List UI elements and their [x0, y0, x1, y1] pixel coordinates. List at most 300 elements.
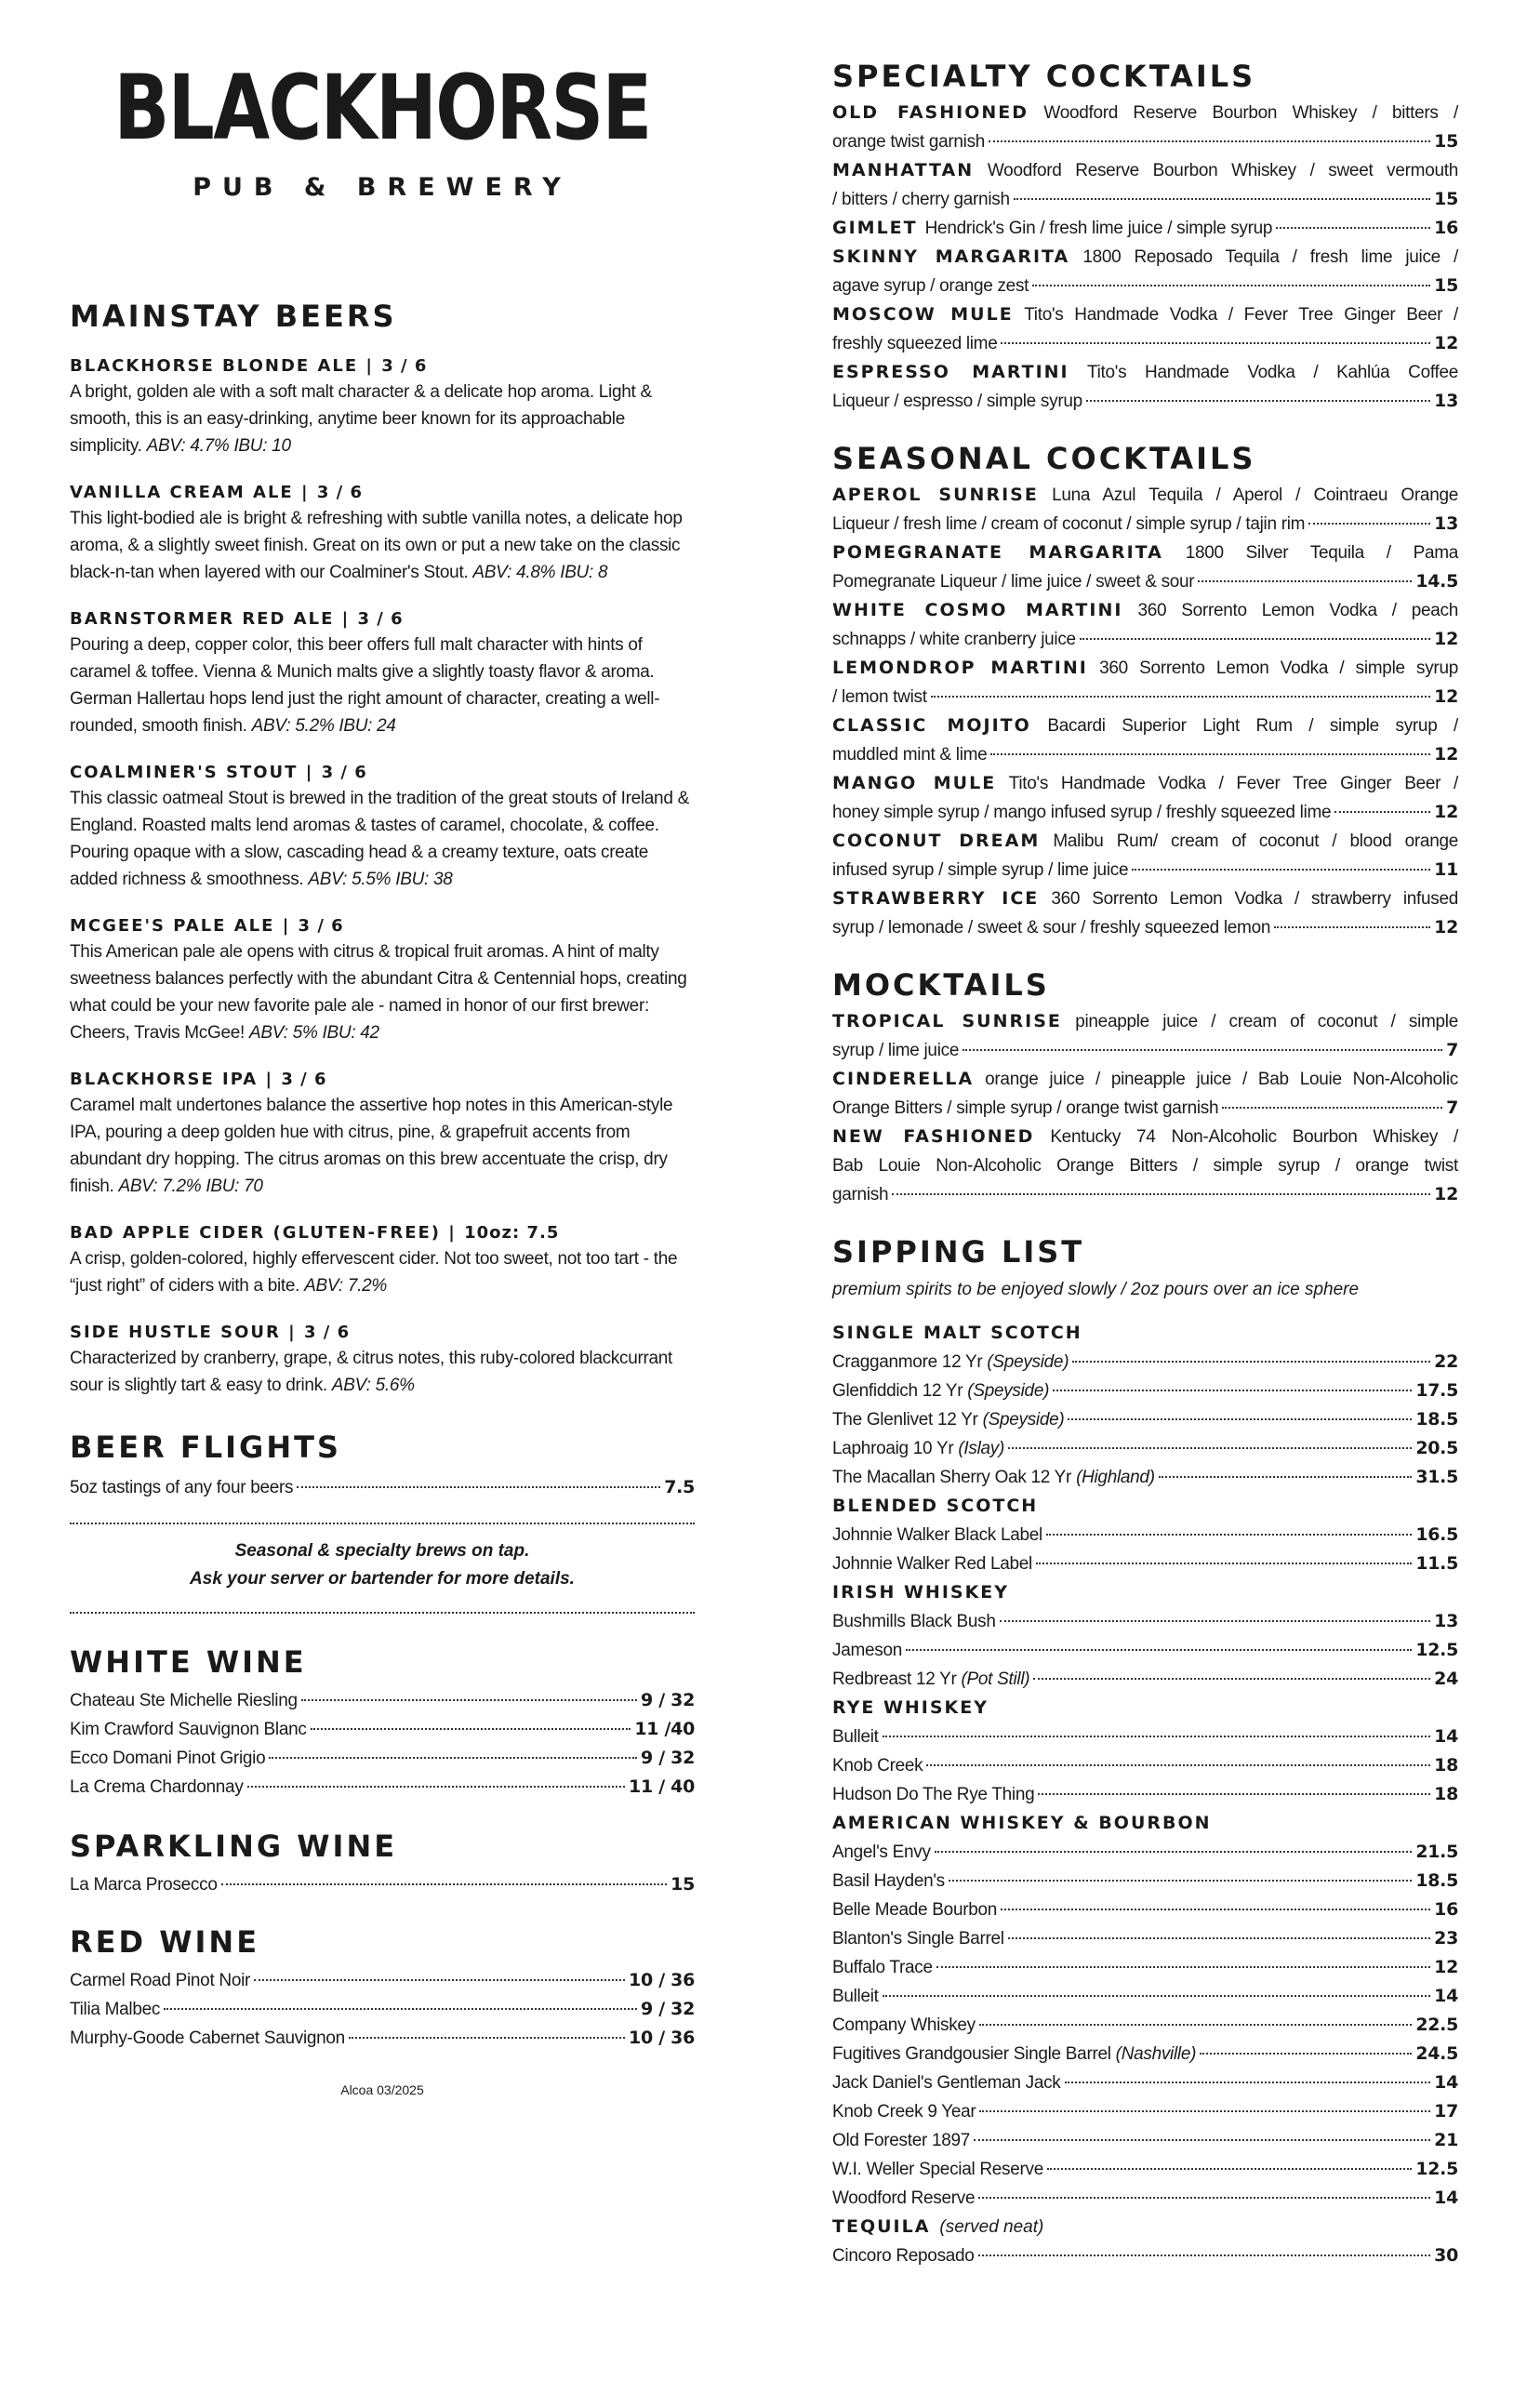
item-price: 18.5: [1415, 1870, 1458, 1891]
beer-item: [70, 760, 695, 893]
beer-desc-text: A bright, golden ale with a soft malt character & a delicate hop aroma. Light & smooth, this is an easy-drinking, anytime beer known for its approachable simplicity.: [70, 382, 652, 456]
item-name: Knob Creek: [832, 1756, 923, 1776]
cocktail-ingredients: Malibu Rum/ cream of coconut / blood orange: [1053, 831, 1458, 851]
cocktail-name: COCONUT DREAM: [832, 831, 1041, 851]
spirit-row: [832, 1780, 1458, 1809]
item-price: 14: [1434, 1726, 1458, 1747]
cocktail-price-line: [832, 798, 1458, 827]
brand-subtitle: PUB & BREWERY: [192, 173, 572, 202]
spirit-category: [832, 1694, 1458, 1723]
cocktail-item: [832, 358, 1458, 416]
spirit-category: [832, 1809, 1458, 1838]
cocktail-price-line: [832, 1036, 1458, 1065]
cocktail-ingredients: 1800 Reposado Tequila / fresh lime juice /: [1082, 247, 1458, 267]
cocktail-line: [832, 885, 1458, 913]
beer-list: [70, 353, 695, 1399]
category-name: IRISH WHISKEY: [832, 1582, 1010, 1603]
beer-desc-text: Characterized by cranberry, grape, & citrus notes, this ruby-colored blackcurrant sour is slightly tart & easy to drink.: [70, 1349, 673, 1395]
item-name: Knob Creek 9 Year: [832, 2102, 976, 2122]
cocktail-price-line: [832, 1094, 1458, 1123]
cocktail-item: [832, 827, 1458, 885]
item-price: 12: [1434, 1957, 1458, 1977]
cocktail-item: [832, 539, 1458, 596]
item-label: [70, 1870, 218, 1899]
item-name: Laphroaig 10 Yr: [832, 1439, 954, 1458]
leader-dots: [979, 2024, 1412, 2026]
cocktail-name: LEMONDROP MARTINI: [832, 658, 1088, 678]
spirit-row: [832, 1924, 1458, 1953]
seasonal-list: [832, 481, 1458, 942]
leader-dots: [883, 1736, 1431, 1737]
leader-dots: [221, 1883, 668, 1885]
beer-name: MCGEE'S PALE ALE | 3 / 6: [70, 916, 344, 936]
item-label: [70, 1773, 244, 1802]
item-label: [70, 1744, 265, 1773]
spirit-row: [832, 1607, 1458, 1636]
beer-name: BAD APPLE CIDER (GLUTEN-FREE) | 10oz: 7.5: [70, 1223, 560, 1243]
beer-stats: ABV: 7.2% IBU: 70: [118, 1177, 263, 1196]
cocktail-item: [832, 214, 1458, 243]
spirit-category: [832, 1492, 1458, 1521]
spirit-row: [832, 2040, 1458, 2068]
sipping-list: [832, 1319, 1458, 2270]
cocktail-price: 15: [1434, 275, 1458, 296]
cocktail-name: MANGO MULE: [832, 773, 997, 793]
item-name: Bushmills Black Bush: [832, 1612, 996, 1631]
cocktail-ingredients: orange juice / pineapple juice / Bab Louie Non-Alcoholic: [985, 1070, 1458, 1089]
cocktail-price: 14.5: [1415, 571, 1458, 592]
beer-title: SIDE HUSTLE SOUR: [70, 1323, 281, 1342]
item-price: 9 / 32: [640, 1690, 695, 1710]
beer-price: 3 / 6: [316, 483, 363, 502]
cocktail-line: [832, 300, 1458, 329]
item-price: 16: [1434, 1899, 1458, 1920]
item-label: [832, 2040, 1196, 2068]
item-price: 30: [1434, 2245, 1458, 2266]
item-name: Jack Daniel's Gentleman Jack: [832, 2073, 1061, 2093]
cocktail-price: 7: [1446, 1040, 1458, 1060]
cocktail-ingredients: Orange Bitters / simple syrup / orange twist garnish: [832, 1098, 1219, 1118]
wine-row: [70, 1995, 695, 2024]
spirit-row: [832, 2011, 1458, 2040]
footer-location-date: Alcoa 03/2025: [340, 2082, 424, 2097]
item-price: 13: [1434, 1611, 1458, 1631]
leader-dots: [247, 1786, 626, 1788]
red-wine-list: [70, 1966, 695, 2053]
cocktail-line: [832, 827, 1458, 856]
beer-item: [70, 353, 695, 459]
beer-price: 3 / 6: [357, 609, 404, 629]
cocktail-line: [832, 243, 1458, 272]
leader-dots: [1080, 638, 1430, 640]
beer-item: [70, 606, 695, 739]
leader-dots: [1065, 2082, 1431, 2083]
flights-label: 5oz tastings of any four beers: [70, 1478, 294, 1497]
cocktail-ingredients: Bab Louie Non-Alcoholic Orange Bitters / simple syrup / orange twist: [832, 1156, 1458, 1176]
cocktail-ingredients: / bitters / cherry garnish: [832, 190, 1010, 209]
item-name: Jameson: [832, 1641, 902, 1660]
item-label: [832, 1924, 1004, 1953]
flights-price: 7.5: [664, 1477, 695, 1497]
cocktail-line: [832, 1151, 1458, 1180]
leader-dots: [1276, 227, 1430, 229]
spirit-row: [832, 2097, 1458, 2126]
leader-dots: [931, 696, 1430, 698]
category-name: RYE WHISKEY: [832, 1697, 989, 1718]
item-name: Company Whiskey: [832, 2015, 976, 2035]
cocktail-name: ESPRESSO MARTINI: [832, 362, 1069, 382]
cocktail-line: [832, 769, 1458, 798]
leader-dots: [1068, 1418, 1412, 1420]
item-label: [832, 2184, 975, 2213]
item-price: 14: [1434, 2188, 1458, 2208]
item-name: Johnnie Walker Black Label: [832, 1525, 1042, 1545]
cocktail-name: TROPICAL SUNRISE: [832, 1011, 1062, 1031]
cocktail-name: APEROL SUNRISE: [832, 485, 1039, 505]
item-price: 23: [1434, 1928, 1458, 1949]
beer-description: [70, 785, 695, 893]
item-label: [832, 1434, 1004, 1463]
beer-title: MCGEE'S PALE ALE: [70, 916, 275, 936]
cocktail-ingredients: freshly squeezed lime: [832, 334, 998, 353]
cocktail-item: [832, 1007, 1458, 1065]
item-label: [70, 1715, 307, 1744]
cocktail-item: [832, 654, 1458, 712]
cocktail-item: [832, 243, 1458, 300]
leader-dots: [892, 1193, 1430, 1195]
item-label: [832, 1521, 1042, 1550]
cocktail-name: SKINNY MARGARITA: [832, 246, 1070, 267]
cocktail-name: GIMLET: [832, 218, 918, 238]
cocktail-price: 15: [1434, 131, 1458, 152]
spirit-row: [832, 2155, 1458, 2184]
leader-dots: [297, 1486, 660, 1488]
cocktail-ingredients: schnapps / white cranberry juice: [832, 630, 1076, 649]
beer-description: [70, 379, 695, 459]
item-name: Johnnie Walker Red Label: [832, 1554, 1032, 1574]
spirit-row: [832, 1348, 1458, 1377]
cocktail-item: [832, 481, 1458, 539]
beer-stats: ABV: 5.2% IBU: 24: [251, 716, 396, 736]
cocktail-item: [832, 156, 1458, 214]
item-price: 31.5: [1415, 1467, 1458, 1487]
item-name: Bulleit: [832, 1727, 879, 1747]
cocktail-name: OLD FASHIONED: [832, 102, 1029, 123]
item-name: The Macallan Sherry Oak 12 Yr: [832, 1468, 1072, 1487]
category-name: SINGLE MALT SCOTCH: [832, 1323, 1082, 1343]
item-name: La Marca Prosecco: [70, 1875, 218, 1895]
item-label: [70, 2024, 345, 2053]
spirit-row: [832, 1521, 1458, 1550]
cocktail-ingredients: pineapple juice / cream of coconut / simple: [1075, 1012, 1458, 1031]
cocktail-price-line: [832, 185, 1458, 214]
sipping-title: SIPPING LIST: [832, 1234, 1085, 1270]
item-label: [832, 2068, 1061, 2097]
item-price: 17.5: [1415, 1380, 1458, 1401]
item-note: (Highland): [1076, 1468, 1155, 1487]
spirit-row: [832, 1895, 1458, 1924]
spirit-row: [832, 2241, 1458, 2270]
beer-name: BLACKHORSE IPA | 3 / 6: [70, 1070, 327, 1089]
leader-dots: [1008, 1937, 1430, 1939]
spirit-row: [832, 1982, 1458, 2011]
beer-description: [70, 1345, 695, 1399]
beer-stats: ABV: 5.6%: [331, 1376, 415, 1395]
cocktail-ingredients: Hendrick's Gin / fresh lime juice / simple syrup: [924, 219, 1273, 238]
item-price: 24: [1434, 1669, 1458, 1689]
leader-dots: [936, 1966, 1430, 1968]
spirit-row: [832, 2126, 1458, 2155]
item-price: 10 / 36: [629, 1970, 695, 1990]
beer-item: [70, 1320, 695, 1399]
leader-dots: [935, 1851, 1413, 1853]
beer-price: 10oz: 7.5: [464, 1223, 560, 1243]
seasonal-title: SEASONAL COCKTAILS: [832, 441, 1256, 476]
cocktail-line: [832, 539, 1458, 567]
wine-row: [70, 1773, 695, 1802]
item-name: Fugitives Grandgousier Single Barrel: [832, 2044, 1111, 2064]
cocktail-name: NEW FASHIONED: [832, 1126, 1035, 1147]
flights-title: BEER FLIGHTS: [70, 1430, 341, 1465]
beer-item: [70, 1220, 695, 1299]
item-price: 9 / 32: [640, 1999, 695, 2019]
beer-name: BARNSTORMER RED ALE | 3 / 6: [70, 609, 404, 629]
beer-description: [70, 938, 695, 1046]
cocktail-line: [832, 99, 1458, 127]
cocktail-name: CINDERELLA: [832, 1069, 975, 1089]
specialty-list: [832, 99, 1458, 416]
item-label: [832, 2097, 976, 2126]
item-price: 17: [1434, 2101, 1458, 2122]
item-name: Old Forester 1897: [832, 2131, 971, 2150]
cocktail-price-line: [832, 127, 1458, 156]
wine-row: [70, 1744, 695, 1773]
beer-description: [70, 1092, 695, 1200]
brand-logo: [70, 0, 695, 202]
spirit-row: [832, 1665, 1458, 1694]
beer-stats: ABV: 7.2%: [304, 1276, 387, 1296]
spirit-category: [832, 1319, 1458, 1348]
leader-dots: [949, 1880, 1412, 1882]
cocktail-ingredients: Woodford Reserve Bourbon Whiskey / sweet vermouth: [987, 161, 1458, 180]
sipping-subtitle: premium spirits to be enjoyed slowly / 2oz pours over an ice sphere: [832, 1280, 1360, 1299]
cocktail-name: MANHATTAN: [832, 160, 975, 180]
leader-dots: [1132, 869, 1430, 871]
item-label: [832, 1953, 933, 1982]
leader-dots: [1072, 1361, 1430, 1363]
cocktail-name: MOSCOW MULE: [832, 304, 1014, 325]
spirit-row: [832, 1867, 1458, 1895]
leader-dots: [269, 1757, 637, 1759]
leader-dots: [883, 1995, 1431, 1997]
spirit-row: [832, 1953, 1458, 1982]
item-price: 20.5: [1415, 1438, 1458, 1458]
beer-title: BLACKHORSE BLONDE ALE: [70, 356, 359, 376]
leader-dots: [974, 2139, 1430, 2141]
leader-dots: [978, 2255, 1431, 2256]
leader-dots: [978, 2197, 1430, 2199]
item-price: 21: [1434, 2130, 1458, 2150]
cocktail-price: 11: [1434, 859, 1458, 880]
leader-dots: [1198, 580, 1412, 582]
cocktail-line: [832, 596, 1458, 625]
item-label: [832, 2155, 1043, 2184]
left-column: [70, 0, 695, 2097]
cocktail-line: [832, 358, 1458, 387]
item-price: 14: [1434, 2072, 1458, 2093]
item-label: [832, 1838, 931, 1867]
white-wine-title: WHITE WINE: [70, 1644, 307, 1680]
leader-dots: [1334, 811, 1430, 813]
leader-dots: [1046, 1534, 1412, 1536]
item-name: La Crema Chardonnay: [70, 1777, 244, 1797]
cocktail-line: [832, 1007, 1458, 1036]
item-label: [832, 1607, 996, 1636]
leader-dots: [1200, 2053, 1412, 2055]
cocktail-item: [832, 596, 1458, 654]
cocktail-ingredients: Kentucky 74 Non-Alcoholic Bourbon Whiskey /: [1050, 1127, 1458, 1147]
item-label: [832, 1550, 1032, 1578]
item-label: [832, 1636, 902, 1665]
wine-row: [70, 1870, 695, 1899]
item-price: 12.5: [1415, 1640, 1458, 1660]
cocktail-ingredients: Tito's Handmade Vodka / Fever Tree Ginger Beer /: [1024, 305, 1458, 325]
beer-title: VANILLA CREAM ALE: [70, 483, 294, 502]
wine-row: [70, 1966, 695, 1995]
beer-desc-text: Caramel malt undertones balance the assertive hop notes in this American-style IPA, pouring a deep golden hue with citrus, pine, & grapefruit accents from abundant dry hopping. The citrus aromas on this brew accentuate the crisp, dry finish.: [70, 1096, 673, 1196]
leader-dots: [1000, 1620, 1431, 1622]
item-name: Chateau Ste Michelle Riesling: [70, 1691, 298, 1710]
leader-dots: [311, 1728, 631, 1730]
item-name: Glenfiddich 12 Yr: [832, 1381, 963, 1401]
spirit-row: [832, 1434, 1458, 1463]
spirit-category: [832, 1578, 1458, 1607]
cocktail-price: 12: [1434, 917, 1458, 938]
item-note: (Speyside): [982, 1410, 1065, 1430]
item-price: 15: [670, 1874, 695, 1895]
cocktail-price-line: [832, 1180, 1458, 1209]
item-name: The Glenlivet 12 Yr: [832, 1410, 978, 1430]
cocktail-ingredients: 360 Sorrento Lemon Vodka / simple syrup: [1099, 658, 1458, 678]
beer-title: BLACKHORSE IPA: [70, 1070, 259, 1089]
cocktail-name: STRAWBERRY ICE: [832, 888, 1040, 909]
cocktail-price: 13: [1434, 513, 1458, 534]
leader-dots: [1033, 1678, 1430, 1680]
item-price: 14: [1434, 1986, 1458, 2006]
beer-item: [70, 480, 695, 586]
cocktail-price-line: [832, 856, 1458, 885]
specialty-title: SPECIALTY COCKTAILS: [832, 59, 1256, 94]
item-name: Angel's Envy: [832, 1842, 931, 1862]
item-price: 18: [1434, 1784, 1458, 1804]
cocktail-price: 12: [1434, 686, 1458, 707]
beer-name: COALMINER'S STOUT | 3 / 6: [70, 763, 367, 782]
item-price: 21.5: [1415, 1842, 1458, 1862]
cocktail-ingredients: 360 Sorrento Lemon Vodka / peach: [1137, 601, 1459, 620]
spirit-row: [832, 2068, 1458, 2097]
flights-row: [70, 1473, 695, 1502]
cocktail-price-line: [832, 625, 1458, 654]
cocktail-ingredients: agave syrup / orange zest: [832, 276, 1029, 296]
cocktail-item: [832, 769, 1458, 827]
leader-dots: [1222, 1107, 1442, 1109]
cocktail-ingredients: Luna Azul Tequila / Aperol / Cointraeu Orange: [1052, 486, 1458, 505]
item-name: Hudson Do The Rye Thing: [832, 1785, 1035, 1804]
tap-note-2: Ask your server or bartender for more details.: [190, 1569, 575, 1589]
spirit-row: [832, 1550, 1458, 1578]
cocktail-ingredients: syrup / lime juice: [832, 1041, 960, 1060]
item-price: 24.5: [1415, 2043, 1458, 2064]
red-wine-title: RED WINE: [70, 1924, 260, 1960]
cocktail-ingredients: Bacardi Superior Light Rum / simple syrup /: [1047, 716, 1458, 736]
beer-stats: ABV: 4.7% IBU: 10: [146, 436, 291, 456]
beer-desc-text: This light-bodied ale is bright & refreshing with subtle vanilla notes, a delicate hop aroma, & a slightly sweet finish. Great on its own or put a new take on the classic black-n-tan when layered with our Coalminer's Stout.: [70, 509, 683, 582]
beer-description: [70, 1245, 695, 1299]
beer-name: VANILLA CREAM ALE | 3 / 6: [70, 483, 363, 502]
cocktail-name: CLASSIC MOJITO: [832, 715, 1031, 736]
beer-stats: ABV: 5% IBU: 42: [248, 1023, 379, 1043]
item-label: [832, 1751, 923, 1780]
leader-dots: [254, 1979, 625, 1981]
cocktail-item: [832, 712, 1458, 769]
cocktail-line: [832, 1065, 1458, 1094]
spirit-row: [832, 1463, 1458, 1492]
brand-name: BLACKHORSE: [113, 56, 651, 160]
cocktail-item: [832, 99, 1458, 156]
sparkling-wine-list: [70, 1870, 695, 1899]
item-price: 22.5: [1415, 2015, 1458, 2035]
item-note: (Speyside): [967, 1381, 1050, 1401]
mocktails-title: MOCKTAILS: [832, 967, 1050, 1003]
item-name: Bulleit: [832, 1987, 879, 2006]
beer-stats: ABV: 5.5% IBU: 38: [308, 870, 453, 889]
wine-row: [70, 1686, 695, 1715]
spirit-category: [832, 2213, 1458, 2241]
item-label: [832, 1723, 879, 1751]
item-price: 12.5: [1415, 2159, 1458, 2179]
item-note: (Speyside): [987, 1352, 1069, 1372]
white-wine-list: [70, 1686, 695, 1802]
spirit-row: [832, 1636, 1458, 1665]
beer-name: BLACKHORSE BLONDE ALE | 3 / 6: [70, 356, 428, 376]
cocktail-ingredients: Liqueur / espresso / simple syrup: [832, 392, 1082, 411]
spirit-row: [832, 2184, 1458, 2213]
cocktail-ingredients: honey simple syrup / mango infused syrup / freshly squeezed lime: [832, 803, 1332, 822]
item-name: Cragganmore 12 Yr: [832, 1352, 983, 1372]
spirit-row: [832, 1751, 1458, 1780]
cocktail-item: [832, 885, 1458, 942]
leader-dots: [989, 140, 1430, 142]
cocktail-ingredients: orange twist garnish: [832, 132, 986, 152]
leader-dots: [1008, 1447, 1412, 1449]
leader-dots: [1053, 1390, 1412, 1391]
item-note: (Islay): [958, 1439, 1004, 1458]
category-name: AMERICAN WHISKEY & BOURBON: [832, 1813, 1212, 1833]
item-name: W.I. Weller Special Reserve: [832, 2160, 1044, 2179]
cocktail-price: 12: [1434, 629, 1458, 649]
item-name: Belle Meade Bourbon: [832, 1900, 998, 1920]
beer-desc-text: A crisp, golden-colored, highly effervescent cider. Not too sweet, not too tart - the “just right” of ciders with a bite.: [70, 1249, 678, 1296]
cocktail-line: [832, 654, 1458, 683]
cocktail-ingredients: 360 Sorrento Lemon Vodka / strawberry infused: [1051, 889, 1458, 909]
item-label: [832, 1377, 1049, 1405]
cocktail-line: [832, 712, 1458, 740]
leader-dots: [1308, 523, 1430, 525]
cocktail-price: 15: [1434, 189, 1458, 209]
cocktail-price: 16: [1434, 218, 1458, 238]
cocktail-price-line: [832, 740, 1458, 769]
cocktail-price-line: [832, 510, 1458, 539]
